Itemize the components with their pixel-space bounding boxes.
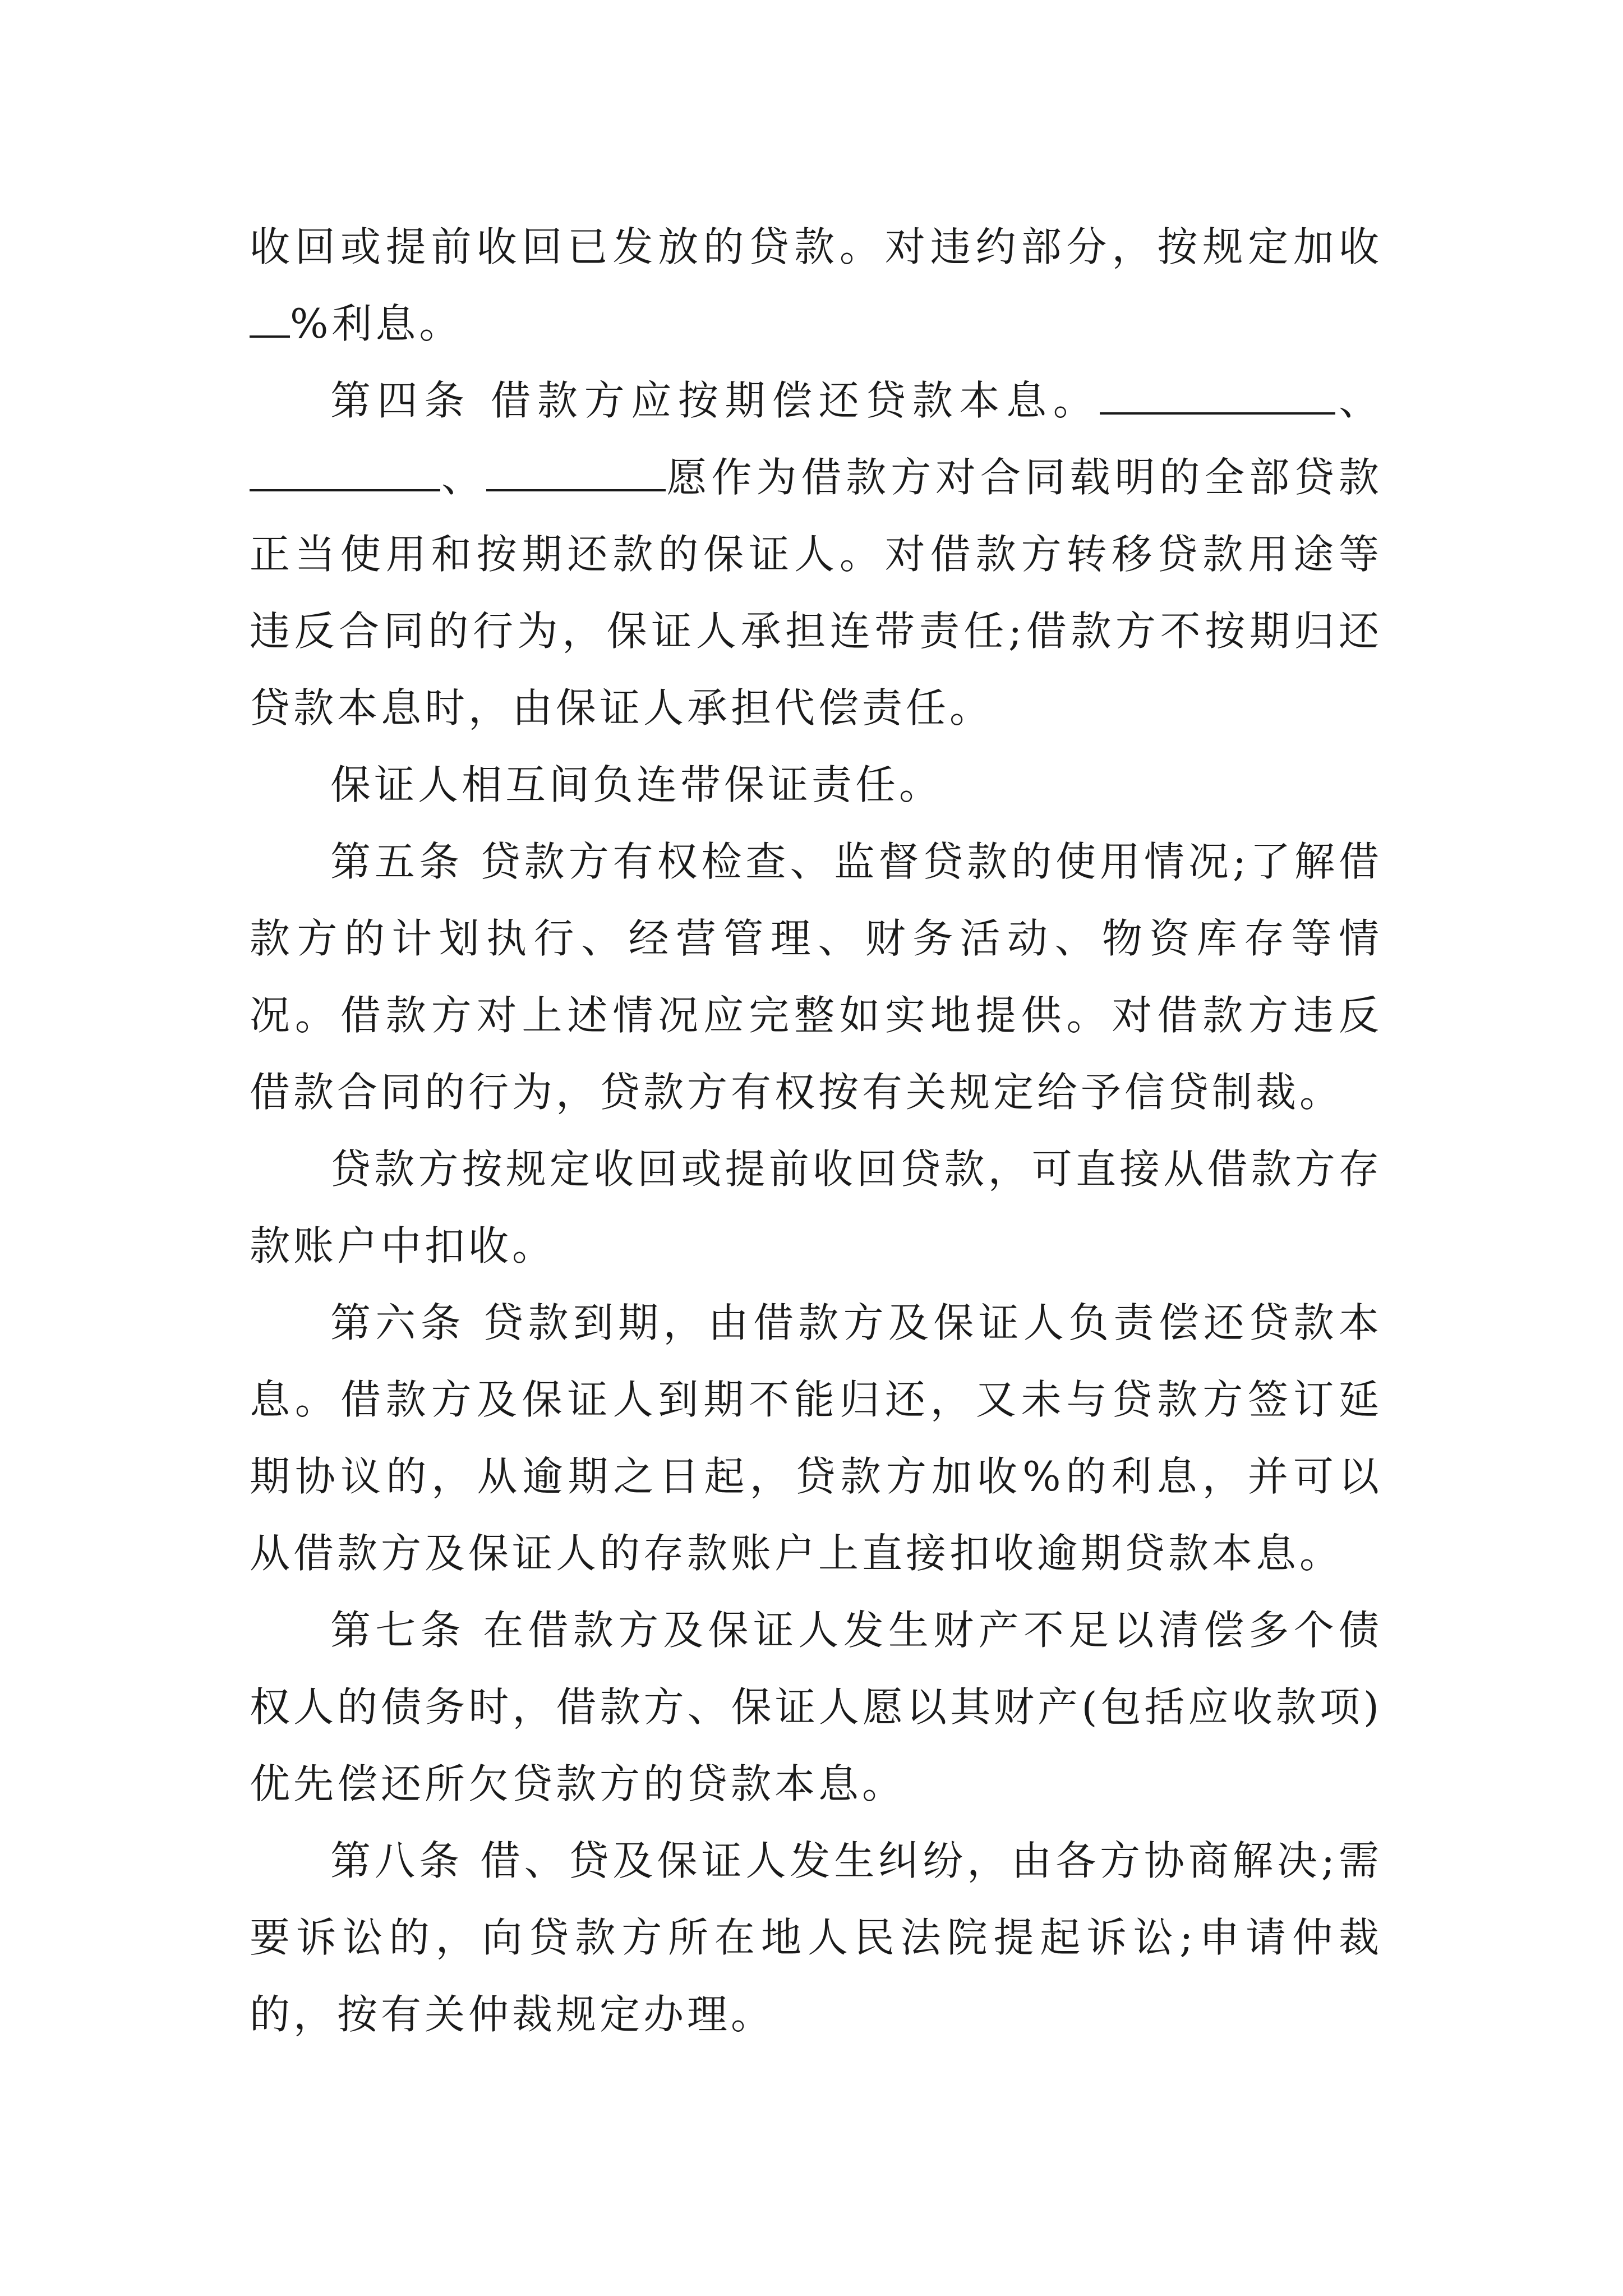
article-heading: 第六条 <box>330 1299 465 1346</box>
paragraph-text: %利息。 <box>290 300 463 347</box>
article-7 <box>250 1592 1382 1823</box>
article-8 <box>250 1823 1382 2053</box>
paragraph-text: 贷款到期，由借款方及保证人负责偿还贷款本息。借款方及保证人到期不能归还，又未与贷款方签订延期协议的，从逾期之日起，贷款方加收%的利息，并可以从借款方及保证人的存款账户上直接扣收逾期贷款本息。 <box>250 1299 1382 1577</box>
article-4 <box>250 362 1382 747</box>
paragraph-text: 贷款方有权检查、监督贷款的使用情况;了解借款方的计划执行、经营管理、财务活动、物资库存等情况。借款方对上述情况应完整如实地提供。对借款方违反借款合同的行为，贷款方有权按有关规定给予信贷制裁。 <box>250 838 1382 1116</box>
fill-in-blank[interactable] <box>250 299 290 338</box>
fill-in-blank[interactable] <box>486 453 666 491</box>
document-body <box>250 209 1382 2053</box>
separator: 、 <box>1335 377 1382 424</box>
article-5 <box>250 823 1382 1131</box>
paragraph-continuation <box>250 209 1382 362</box>
fill-in-blank[interactable] <box>1100 376 1335 415</box>
article-heading: 第四条 <box>330 377 471 424</box>
paragraph-text: 收回或提前收回已发放的贷款。对违约部分，按规定加收 <box>250 223 1382 270</box>
article-heading: 第五条 <box>330 838 463 885</box>
paragraph: 保证人相互间负连带保证责任。 <box>330 761 943 808</box>
paragraph-text: 在借款方及保证人发生财产不足以清偿多个债权人的债务时，借款方、保证人愿以其财产(包括应收款项)优先偿还所欠贷款方的贷款本息。 <box>250 1607 1382 1807</box>
paragraph-text: 借款方应按期偿还贷款本息。 <box>490 377 1100 424</box>
paragraph-text: 愿作为借款方对合同载明的全部贷款正当使用和按期还款的保证人。对借款方转移贷款用途等违反合同的行为，保证人承担连带责任;借款方不按期归还贷款本息时，由保证人承担代偿责任。 <box>250 454 1382 731</box>
fill-in-blank[interactable] <box>250 453 440 491</box>
article-6 <box>250 1285 1382 1592</box>
article-heading: 第七条 <box>330 1607 465 1654</box>
paragraph: 贷款方按规定收回或提前收回贷款，可直接从借款方存款账户中扣收。 <box>250 1145 1382 1269</box>
article-heading: 第八条 <box>330 1837 463 1884</box>
separator: 、 <box>440 454 486 501</box>
paragraph-text: 借、贷及保证人发生纠纷，由各方协商解决;需要诉讼的，向贷款方所在地人民法院提起诉讼;申请仲裁的，按有关仲裁规定办理。 <box>250 1837 1382 2038</box>
